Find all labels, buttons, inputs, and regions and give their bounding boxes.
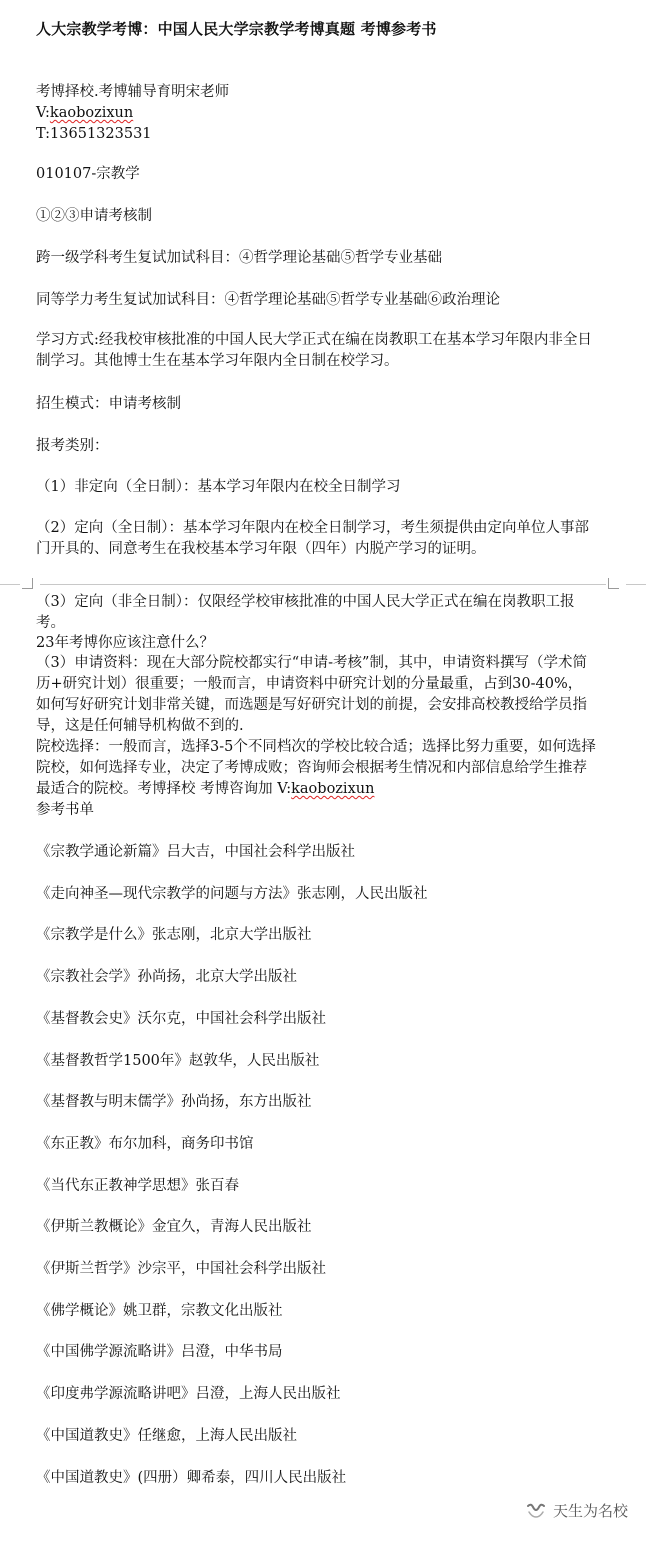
document-title: 人大宗教学考博：中国人民大学宗教学考博真题 考博参考书: [36, 20, 437, 38]
application-materials: （3）申请资料：现在大部分院校都实行“申请-考核”制，其中，申请资料撰写（学术简历+研究计划）很重要；一般而言，申请资料中研究计划的分量最重，占到30-40%，如何写好研究计划非常关键，而选题是写好研究计划的前提，会安排高校教授给学员指导，这是任何辅导机构做不到的.: [36, 655, 587, 734]
book-item: 《中国佛学源流略讲》吕澄，中华书局: [36, 1344, 283, 1360]
book-item: 《当代东正教神学思想》张百春: [36, 1178, 239, 1194]
major-code: 010107-宗教学: [36, 166, 140, 182]
watermark: [525, 1500, 628, 1521]
school-choice-handle: kaobozixun: [291, 781, 375, 797]
book-item: 《印度弗学源流略讲吧》吕澄，上海人民出版社: [36, 1386, 341, 1402]
contact-v-line: [36, 103, 133, 123]
category-1: （1）非定向（全日制）：基本学习年限内在校全日制学习: [36, 479, 401, 495]
book-item: 《宗教社会学》孙尚扬，北京大学出版社: [36, 969, 297, 985]
method-marker: ①②③申请考核制: [36, 208, 152, 224]
booklist-title: 参考书单: [36, 802, 94, 818]
book-item: 《中国道教史》任继愈，上海人民出版社: [36, 1428, 297, 1444]
watermark-text: 天生为名校: [552, 1502, 628, 1520]
wechat-channel-icon: [525, 1502, 547, 1520]
cross-discipline-subjects: 跨一级学科考生复试加试科目：④哲学理论基础⑤哲学专业基础: [36, 250, 442, 266]
book-item: 《东正教》布尔加科，商务印书馆: [36, 1136, 254, 1152]
book-item: 《宗教学是什么》张志刚，北京大学出版社: [36, 927, 312, 943]
attention-title: 23年考博你应该注意什么？: [36, 635, 214, 651]
category-label: 报考类别：: [36, 438, 109, 454]
book-item: 《基督教会史》沃尔克，中国社会科学出版社: [36, 1011, 326, 1027]
study-mode: 学习方式:经我校审核批准的中国人民大学正式在编在岗教职工在基本学习年限内非全日制学习。其他博士生在基本学习年限内全日制在校学习。: [36, 332, 592, 369]
equivalent-subjects: 同等学力考生复试加试科目：④哲学理论基础⑤哲学专业基础⑥政治理论: [36, 292, 500, 308]
admission-mode: 招生模式：申请考核制: [36, 396, 181, 412]
page-break-line: [40, 584, 606, 585]
book-item: 《中国道教史》(四册）卿希泰，四川人民出版社: [36, 1470, 347, 1486]
page-break-line-right: [626, 584, 646, 585]
contact-v-handle: kaobozixun: [49, 105, 134, 121]
book-item: 《宗教学通论新篇》吕大吉，中国社会科学出版社: [36, 844, 355, 860]
page-break-corner-right: [608, 578, 619, 589]
page-break: [0, 578, 646, 592]
book-item: 《基督教哲学1500年》赵敦华，人民出版社: [36, 1053, 320, 1069]
book-item: 《伊斯兰哲学》沙宗平，中国社会科学出版社: [36, 1261, 326, 1277]
book-item: 《基督教与明末儒学》孙尚扬，东方出版社: [36, 1094, 312, 1110]
category-3: （3）定向（非全日制）：仅限经学校审核批准的中国人民大学正式在编在岗教职工报考。: [36, 594, 575, 631]
school-choice-text: 院校选择：一般而言，选择3-5个不同档次的学校比较合适；选择比努力重要，如何选择院校，如何选择专业，决定了考博成败；咨询师会根据考生情况和内部信息给学生推荐最适合的院校。考博择校 考博咨询加 V:: [36, 739, 596, 797]
school-choice: [36, 737, 596, 800]
contact-v-prefix: V:: [36, 105, 50, 121]
book-item: 《走向神圣—现代宗教学的问题与方法》张志刚，人民出版社: [36, 886, 428, 902]
book-item: 《佛学概论》姚卫群，宗教文化出版社: [36, 1303, 283, 1319]
contact-line: 考博择校.考博辅导育明宋老师: [36, 84, 230, 100]
book-item: 《伊斯兰教概论》金宜久，青海人民出版社: [36, 1219, 312, 1235]
page-break-line-left: [0, 584, 20, 585]
page-break-corner-left: [22, 578, 33, 589]
contact-phone: T:13651323531: [36, 126, 152, 142]
category-2: （2）定向（全日制）：基本学习年限内在校全日制学习，考生须提供由定向单位人事部门开具的、同意考生在我校基本学习年限（四年）内脱产学习的证明。: [36, 520, 589, 557]
